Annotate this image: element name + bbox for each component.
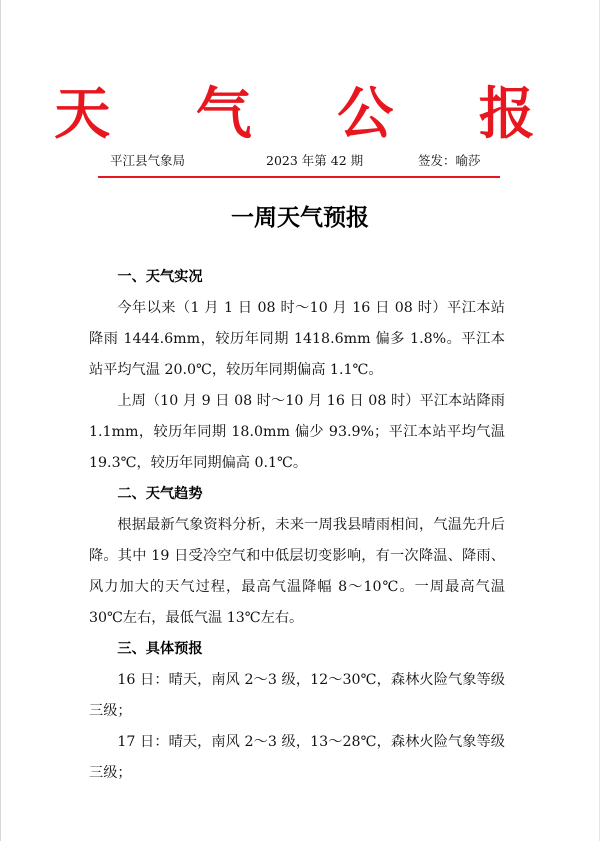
section-heading-forecast: 三、具体预报 <box>117 641 203 657</box>
section-heading-trend: 二、天气趋势 <box>117 486 203 502</box>
actual-paragraph-year: 今年以来（1 月 1 日 08 时～10 月 16 日 08 时）平江本站降雨 1444.6mm，较历年同期 1418.6mm 偏多 1.8%。平江本站平均气温 20.0℃，较历年同期偏高 1.1℃。 <box>89 300 505 378</box>
bulletin-body <box>89 262 505 789</box>
actual-paragraph-week: 上周（10 月 9 日 08 时～10 月 16 日 08 时）平江本站降雨 1.1mm，较历年同期 18.0mm 偏少 93.9%；平江本站平均气温 19.3℃，较历年同期偏高 0.1℃。 <box>89 393 505 471</box>
forecast-day-16: 16 日：晴天，南风 2～3 级，12～30℃，森林火险气象等级三级； <box>89 672 505 719</box>
section-heading-actual: 一、天气实况 <box>117 269 203 285</box>
forecast-day-17: 17 日：晴天，南风 2～3 级，13～28℃，森林火险气象等级三级； <box>89 734 505 781</box>
header-divider <box>98 176 500 178</box>
trend-paragraph: 根据最新气象资料分析，未来一周我县晴雨相间，气温先升后降。其中 19 日受冷空气和中低层切变影响，有一次降温、降雨、风力加大的天气过程，最高气温降幅 8～10℃。一周最高气温 30℃左右，最低气温 13℃左右。 <box>89 517 505 626</box>
page-title: 一周天气预报 <box>231 205 369 231</box>
issuer-label: 平江县气象局 <box>110 153 186 168</box>
bulletin-masthead: 天 气 公 报 <box>54 82 568 147</box>
issue-number: 2023 年第 42 期 <box>266 153 364 168</box>
signer-label: 签发：喻莎 <box>418 153 481 168</box>
